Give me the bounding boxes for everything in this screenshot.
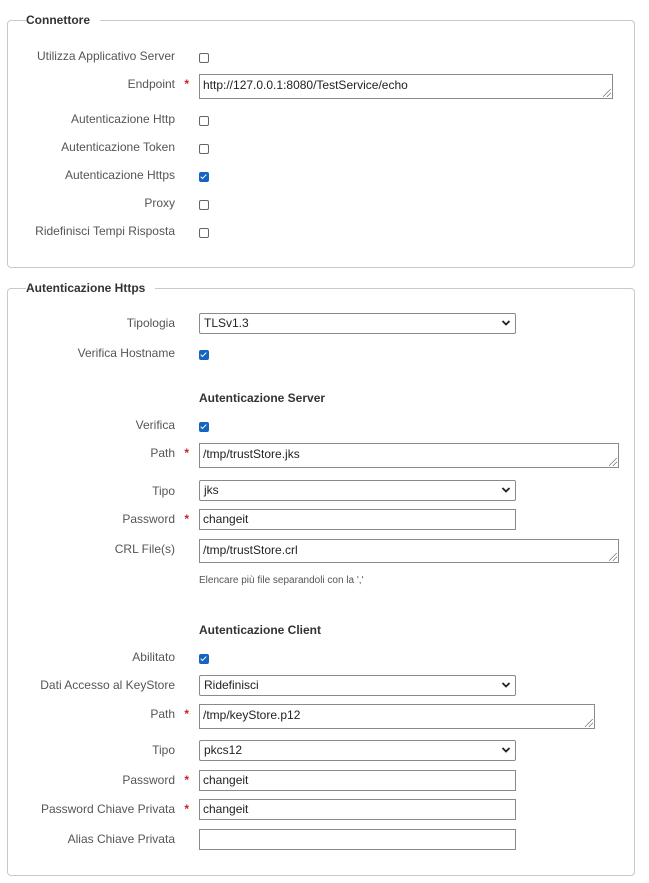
- client-path-label: Path *: [150, 707, 189, 721]
- ridefinisci-tempi-checkbox[interactable]: [199, 228, 209, 238]
- autenticazione-http-label: Autenticazione Http: [70, 112, 175, 126]
- required-marker: *: [184, 773, 189, 787]
- server-password-input[interactable]: changeit: [199, 509, 516, 530]
- server-verifica-checkbox[interactable]: [199, 422, 209, 432]
- server-password-label: Password *: [122, 512, 189, 526]
- server-path-label: Path *: [150, 446, 189, 460]
- endpoint-input[interactable]: http://127.0.0.1:8080/TestService/echo: [199, 74, 613, 99]
- tipologia-value: TLSv1.3: [204, 316, 249, 330]
- utilizza-applicativo-server-label: Utilizza Applicativo Server: [36, 49, 175, 63]
- crl-files-label: CRL File(s): [114, 542, 175, 556]
- utilizza-applicativo-server-checkbox[interactable]: [199, 53, 209, 63]
- dati-accesso-keystore-label: Dati Accesso al KeyStore: [40, 678, 175, 692]
- dati-accesso-keystore-select[interactable]: [199, 675, 516, 696]
- chevron-down-icon: [501, 485, 511, 495]
- alias-chiave-privata-label: Alias Chiave Privata: [67, 832, 175, 846]
- required-marker: *: [184, 77, 189, 91]
- dati-accesso-keystore-value: Ridefinisci: [204, 678, 259, 692]
- autenticazione-server-heading: Autenticazione Server: [199, 391, 326, 405]
- required-marker: *: [184, 446, 189, 460]
- client-password-label: Password *: [122, 773, 189, 787]
- client-tipo-label: Tipo: [152, 743, 175, 757]
- autenticazione-https-label: Autenticazione Https: [64, 168, 175, 182]
- required-marker: *: [184, 707, 189, 721]
- server-tipo-label: Tipo: [152, 484, 175, 498]
- autenticazione-client-heading: Autenticazione Client: [199, 623, 322, 637]
- autenticazione-token-checkbox[interactable]: [199, 144, 209, 154]
- crl-files-hint: Elencare più file separandoli con la ',': [199, 575, 364, 586]
- tipologia-select[interactable]: [199, 313, 516, 334]
- endpoint-label: Endpoint *: [127, 77, 189, 91]
- connettore-title: Connettore: [26, 12, 100, 28]
- required-marker: *: [184, 802, 189, 816]
- server-tipo-value: jks: [204, 483, 219, 497]
- chevron-down-icon: [501, 318, 511, 328]
- proxy-label: Proxy: [144, 196, 175, 210]
- client-password-input[interactable]: changeit: [199, 770, 516, 791]
- required-marker: *: [184, 512, 189, 526]
- ridefinisci-tempi-label: Ridefinisci Tempi Risposta: [35, 224, 175, 238]
- password-chiave-privata-input[interactable]: changeit: [199, 799, 516, 820]
- verifica-hostname-label: Verifica Hostname: [77, 346, 175, 360]
- https-title: Autenticazione Https: [26, 280, 155, 296]
- verifica-hostname-checkbox[interactable]: [199, 350, 209, 360]
- chevron-down-icon: [501, 680, 511, 690]
- client-path-input[interactable]: /tmp/keyStore.p12: [199, 704, 595, 729]
- server-tipo-select[interactable]: [199, 480, 516, 501]
- password-chiave-privata-label: Password Chiave Privata *: [40, 802, 189, 816]
- crl-files-input[interactable]: /tmp/trustStore.crl: [199, 539, 619, 563]
- autenticazione-http-checkbox[interactable]: [199, 116, 209, 126]
- autenticazione-https-checkbox[interactable]: [199, 172, 209, 182]
- server-path-input[interactable]: /tmp/trustStore.jks: [199, 443, 619, 468]
- client-abilitato-checkbox[interactable]: [199, 654, 209, 664]
- chevron-down-icon: [501, 745, 511, 755]
- tipologia-label: Tipologia: [126, 316, 175, 330]
- autenticazione-token-label: Autenticazione Token: [61, 140, 175, 154]
- client-abilitato-label: Abilitato: [132, 650, 175, 664]
- server-verifica-label: Verifica: [135, 418, 175, 432]
- client-tipo-value: pkcs12: [204, 743, 243, 757]
- alias-chiave-privata-input[interactable]: [199, 829, 516, 850]
- client-tipo-select[interactable]: [199, 740, 516, 761]
- proxy-checkbox[interactable]: [199, 200, 209, 210]
